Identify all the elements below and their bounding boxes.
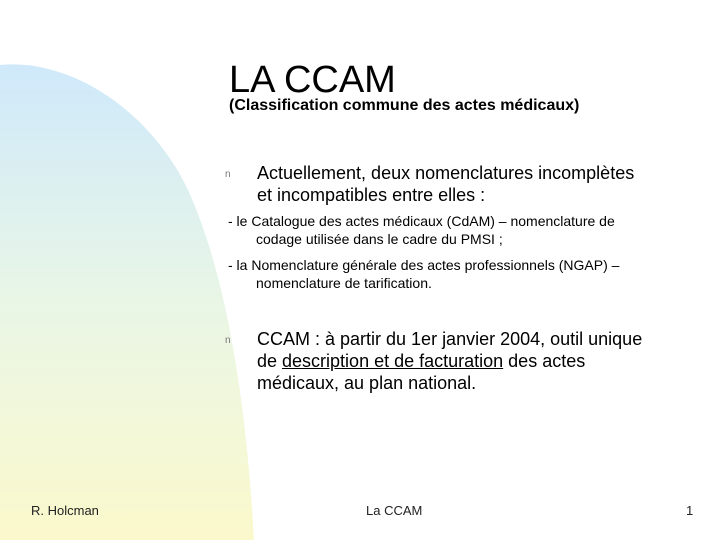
text-fragment: de	[257, 351, 283, 371]
sub-item-ngap	[228, 256, 683, 292]
bullet-line: et incompatibles entre elles :	[257, 185, 486, 205]
sub-item-line: - le Catalogue des actes médicaux (CdAM) – nomenclature de	[228, 213, 615, 229]
bullet-icon: n	[225, 335, 231, 346]
bullet-line	[257, 350, 697, 372]
sub-item-cdam	[228, 212, 683, 248]
footer-title: La CCAM	[366, 503, 423, 518]
sub-item-line: nomenclature de tarification.	[256, 275, 432, 291]
bullet-line: Actuellement, deux nomenclatures incomplètes	[257, 163, 635, 183]
text-fragment: des actes	[503, 351, 586, 371]
sub-item-line: - la Nomenclature générale des actes professionnels (NGAP) –	[228, 257, 620, 273]
bullet-icon: n	[225, 169, 231, 180]
bullet-line: médicaux, au plan national.	[257, 373, 477, 393]
footer-author: R. Holcman	[31, 503, 99, 518]
bullet-current-nomenclatures	[257, 162, 697, 206]
slide-subtitle: (Classification commune des actes médicaux)	[229, 97, 580, 114]
page-number: 1	[686, 503, 694, 518]
sub-item-line: codage utilisée dans le cadre du PMSI ;	[256, 231, 503, 247]
underlined-phrase: description et de facturation	[282, 351, 504, 371]
bullet-ccam-2004	[257, 328, 697, 394]
slide-title: LA CCAM	[229, 59, 396, 101]
bullet-line: CCAM : à partir du 1er janvier 2004, outil unique	[257, 329, 643, 349]
